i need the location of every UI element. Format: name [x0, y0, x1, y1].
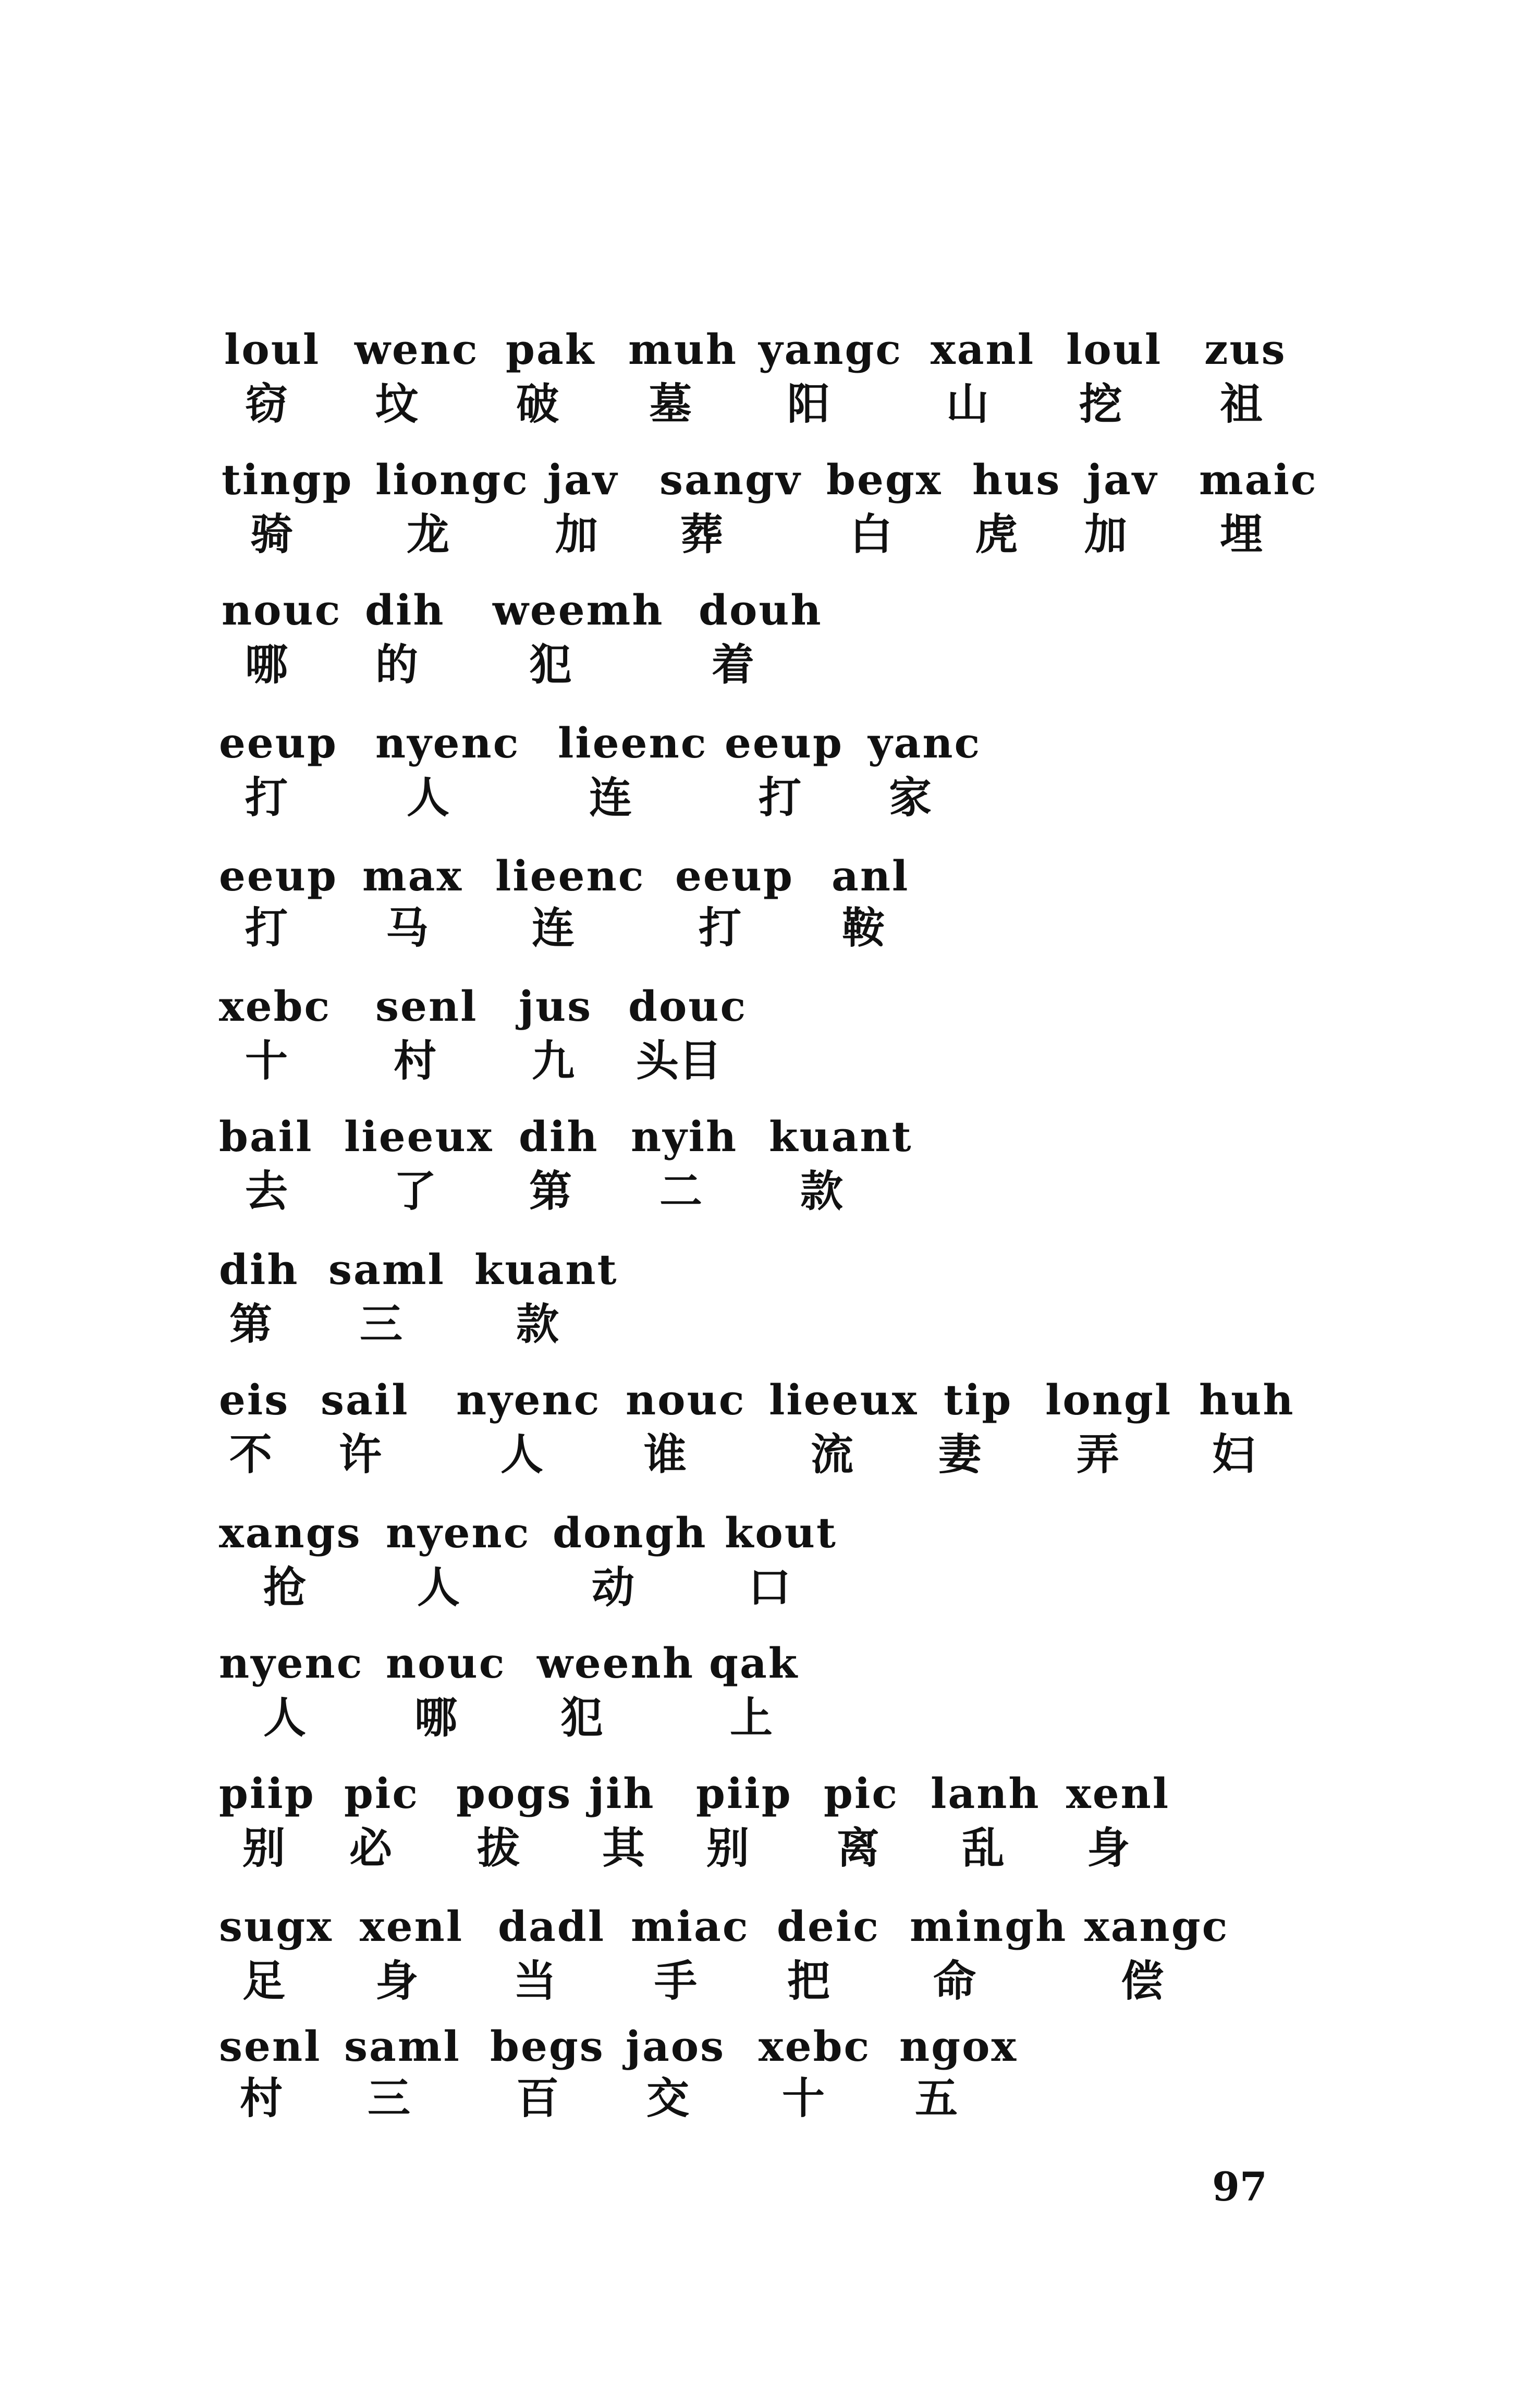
dong-word: anl	[832, 851, 910, 900]
dong-word: dih	[519, 1112, 599, 1161]
dong-word: dongh	[553, 1508, 707, 1557]
chinese-word: 百	[516, 2074, 559, 2123]
chinese-word: 别	[242, 1824, 286, 1873]
dong-word: nyih	[631, 1112, 738, 1161]
dong-word: nyenc	[375, 718, 520, 767]
dong-word: pak	[506, 325, 596, 374]
dong-word: xebc	[759, 2022, 871, 2071]
dong-word: tip	[944, 1375, 1013, 1424]
dong-word: lieeux	[344, 1112, 494, 1161]
chinese-gloss-line	[0, 510, 1540, 581]
dong-word: senl	[375, 982, 478, 1031]
dong-word: weemh	[493, 585, 664, 634]
chinese-word: 破	[516, 380, 559, 429]
chinese-word: 阳	[787, 380, 830, 429]
dong-word: pic	[344, 1769, 420, 1818]
dong-word: longl	[1045, 1375, 1172, 1424]
dong-word: mingh	[910, 1902, 1068, 1951]
dong-word: douh	[699, 585, 823, 634]
chinese-word: 加	[1084, 510, 1128, 559]
dong-word: ngox	[899, 2022, 1018, 2071]
chinese-word: 款	[800, 1167, 844, 1216]
chinese-word: 打	[245, 903, 288, 953]
chinese-word: 了	[394, 1167, 437, 1216]
dong-word: xangs	[219, 1508, 362, 1557]
chinese-word: 三	[360, 1300, 403, 1349]
chinese-word: 人	[263, 1693, 307, 1743]
dong-word: lanh	[931, 1769, 1041, 1818]
dong-word: kuant	[474, 1245, 618, 1294]
chinese-word: 五	[915, 2074, 958, 2123]
page-number: 97	[1212, 2164, 1267, 2210]
chinese-word: 流	[811, 1430, 854, 1480]
dong-word: jih	[589, 1769, 655, 1818]
chinese-gloss-line	[0, 1430, 1540, 1501]
dong-word: miac	[631, 1902, 750, 1951]
chinese-word: 打	[699, 903, 742, 953]
chinese-word: 加	[555, 510, 598, 559]
chinese-word: 葬	[680, 510, 724, 559]
dong-word: eeup	[219, 851, 338, 900]
dong-word: begs	[490, 2022, 605, 2071]
chinese-word: 哪	[414, 1693, 458, 1743]
chinese-word: 上	[730, 1693, 773, 1743]
dong-word: pogs	[456, 1769, 572, 1818]
chinese-word: 埋	[1220, 510, 1263, 559]
dong-word: nyenc	[219, 1639, 364, 1688]
chinese-word: 身	[375, 1957, 419, 2006]
dong-word: kout	[725, 1508, 837, 1557]
chinese-word: 家	[889, 773, 932, 823]
dong-word: piip	[696, 1769, 792, 1818]
dong-word: tingp	[222, 455, 353, 504]
dong-word: jav	[1087, 455, 1158, 504]
chinese-gloss-line	[0, 1957, 1540, 2028]
chinese-word: 龙	[407, 510, 450, 559]
chinese-word: 人	[417, 1563, 460, 1612]
dong-word: nyenc	[386, 1508, 531, 1557]
chinese-word: 其	[602, 1824, 645, 1873]
dong-word: maic	[1199, 455, 1318, 504]
chinese-gloss-line	[0, 1300, 1540, 1371]
dong-word: piip	[219, 1769, 315, 1818]
chinese-gloss-line	[0, 380, 1540, 451]
chinese-word: 头目	[636, 1036, 722, 1086]
dong-word: douc	[628, 982, 748, 1031]
dong-word: lieenc	[495, 851, 645, 900]
chinese-word: 拔	[477, 1824, 520, 1873]
chinese-word: 交	[646, 2074, 690, 2123]
chinese-word: 祖	[1220, 380, 1263, 429]
dong-word: nouc	[386, 1639, 506, 1688]
dong-word: xangc	[1084, 1902, 1229, 1951]
dong-word: qak	[709, 1639, 799, 1688]
chinese-word: 身	[1087, 1824, 1130, 1873]
dong-word: max	[362, 851, 463, 900]
dong-word: lieenc	[558, 718, 708, 767]
chinese-word: 打	[245, 773, 288, 823]
dong-word: jav	[547, 455, 619, 504]
chinese-gloss-line	[0, 1167, 1540, 1238]
dong-word: zus	[1204, 325, 1287, 374]
dong-word: loul	[1066, 325, 1163, 374]
dong-word: dih	[219, 1245, 299, 1294]
chinese-word: 去	[245, 1167, 288, 1216]
chinese-word: 把	[787, 1957, 830, 2006]
dong-word: yangc	[759, 325, 903, 374]
chinese-word: 鞍	[842, 903, 885, 953]
chinese-word: 命	[933, 1957, 976, 2006]
chinese-gloss-line	[0, 1563, 1540, 1634]
chinese-word: 哪	[245, 640, 288, 690]
dong-word: liongc	[375, 455, 529, 504]
chinese-word: 打	[759, 773, 802, 823]
dong-word: sail	[321, 1375, 409, 1424]
dong-word: wenc	[355, 325, 479, 374]
chinese-word: 离	[837, 1824, 880, 1873]
chinese-word: 的	[375, 640, 419, 690]
chinese-word: 村	[394, 1036, 437, 1086]
dong-word: xenl	[1066, 1769, 1170, 1818]
chinese-word: 抢	[263, 1563, 307, 1612]
dong-word: hus	[972, 455, 1061, 504]
chinese-word: 犯	[560, 1693, 604, 1743]
chinese-word: 第	[229, 1300, 273, 1349]
chinese-word: 九	[532, 1036, 575, 1086]
chinese-gloss-line	[0, 2074, 1540, 2145]
dong-word: xebc	[219, 982, 332, 1031]
dong-word: muh	[628, 325, 738, 374]
chinese-word: 人	[407, 773, 450, 823]
dong-word: deic	[777, 1902, 880, 1951]
chinese-gloss-line	[0, 1693, 1540, 1765]
chinese-word: 妇	[1212, 1430, 1255, 1480]
dong-word: dih	[365, 585, 445, 634]
chinese-word: 坟	[375, 380, 419, 429]
dong-word: loul	[224, 325, 321, 374]
dong-word: eeup	[725, 718, 844, 767]
dong-word: lieeux	[769, 1375, 919, 1424]
dong-word: jaos	[626, 2022, 726, 2071]
dong-word: eis	[219, 1375, 290, 1424]
chinese-word: 许	[339, 1430, 382, 1480]
chinese-gloss-line	[0, 773, 1540, 845]
chinese-word: 手	[654, 1957, 698, 2006]
chinese-word: 足	[242, 1957, 286, 2006]
chinese-word: 墓	[649, 380, 692, 429]
chinese-word: 人	[500, 1430, 544, 1480]
chinese-word: 着	[712, 640, 755, 690]
dong-word: saml	[344, 2022, 461, 2071]
chinese-word: 别	[706, 1824, 750, 1873]
chinese-word: 口	[748, 1563, 791, 1612]
chinese-word: 二	[659, 1167, 703, 1216]
chinese-word: 虎	[975, 510, 1018, 559]
chinese-word: 窃	[245, 380, 288, 429]
chinese-word: 动	[592, 1563, 635, 1612]
chinese-word: 骑	[250, 510, 294, 559]
dong-word: bail	[219, 1112, 313, 1161]
dong-word: sangv	[659, 455, 802, 504]
chinese-word: 不	[229, 1430, 273, 1480]
chinese-word: 连	[532, 903, 575, 953]
chinese-word: 十	[782, 2074, 825, 2123]
dong-word: jus	[519, 982, 593, 1031]
dong-word: sugx	[219, 1902, 333, 1951]
chinese-gloss-line	[0, 640, 1540, 712]
chinese-word: 弄	[1077, 1430, 1120, 1480]
chinese-word: 马	[386, 903, 429, 953]
dong-word: yanc	[868, 718, 982, 767]
chinese-word: 偿	[1121, 1957, 1164, 2006]
chinese-word: 挖	[1079, 380, 1122, 429]
dong-word: senl	[219, 2022, 322, 2071]
dong-word: eeup	[219, 718, 338, 767]
chinese-word: 必	[349, 1824, 393, 1873]
chinese-gloss-line	[0, 903, 1540, 975]
chinese-word: 乱	[962, 1824, 1005, 1873]
dong-word: huh	[1199, 1375, 1295, 1424]
dong-word: nouc	[222, 585, 342, 634]
chinese-word: 妻	[938, 1430, 982, 1480]
dong-word: xenl	[360, 1902, 464, 1951]
dong-word: pic	[824, 1769, 899, 1818]
dong-word: nyenc	[456, 1375, 601, 1424]
chinese-word: 十	[245, 1036, 288, 1086]
dong-word: dadl	[498, 1902, 606, 1951]
chinese-word: 连	[589, 773, 632, 823]
chinese-word: 第	[529, 1167, 572, 1216]
dong-word: kuant	[769, 1112, 913, 1161]
chinese-word: 款	[516, 1300, 559, 1349]
chinese-word: 山	[946, 380, 989, 429]
dong-word: saml	[328, 1245, 445, 1294]
chinese-word: 村	[240, 2074, 283, 2123]
chinese-word: 白	[850, 510, 893, 559]
chinese-word: 当	[514, 1957, 557, 2006]
chinese-gloss-line	[0, 1824, 1540, 1895]
chinese-word: 犯	[529, 640, 572, 690]
dong-word: begx	[826, 455, 943, 504]
chinese-word: 谁	[644, 1430, 687, 1480]
chinese-gloss-line	[0, 1036, 1540, 1108]
chinese-word: 三	[368, 2074, 411, 2123]
dong-word: weenh	[537, 1639, 694, 1688]
dong-word: eeup	[675, 851, 794, 900]
dong-word: xanl	[931, 325, 1035, 374]
dong-word: nouc	[626, 1375, 746, 1424]
